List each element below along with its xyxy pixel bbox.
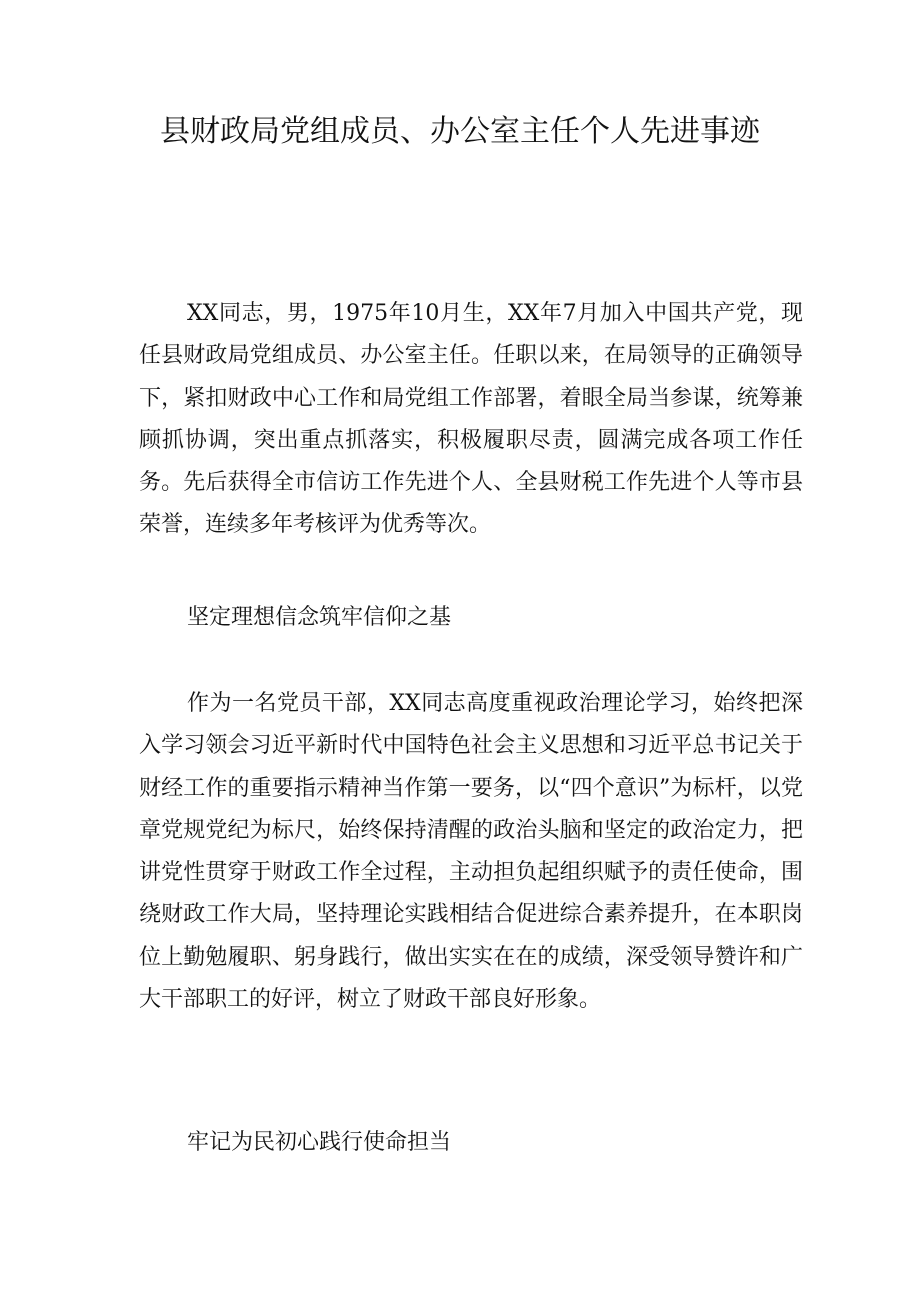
paragraph-section-1: 作为一名党员干部，XX同志高度重视政治理论学习，始终把深入学习领会习近平新时代中国特色社会主义思想和习近平总书记关于财经工作的重要指示精神当作第一要务，以“四个意识”为标杆，以党章党规党纪为标尺，始终保持清醒的政治头脑和坚定的政治定力，把讲党性贯穿于财政工作全过程，主动担负起组织赋予的责任使命，围绕财政工作大局，坚持理论实践相结合促进综合素养提升，在本职岗位上勤勉履职、躬身践行，做出实实在在的成绩，深受领导赞许和广大干部职工的好评，树立了财政干部良好形象。 [139, 691, 803, 1013]
section-heading-2: 牢记为民初心践行使命担当 [187, 1130, 452, 1155]
document-title: 县财政局党组成员、办公室主任个人先进事迹 [160, 114, 760, 149]
section-heading-1: 坚定理想信念筑牢信仰之基 [187, 605, 452, 630]
paragraph-intro: XX同志，男，1975年10月生，XX年7月加入中国共产党，现任县财政局党组成员、办公室主任。任职以来，在局领导的正确领导下，紧扣财政中心工作和局党组工作部署，着眼全局当参谋，统筹兼顾抓协调，突出重点抓落实，积极履职尽责，圆满完成各项工作任务。先后获得全市信访工作先进个人、全县财税工作先进个人等市县荣誉，连续多年考核评为优秀等次。 [139, 301, 803, 538]
